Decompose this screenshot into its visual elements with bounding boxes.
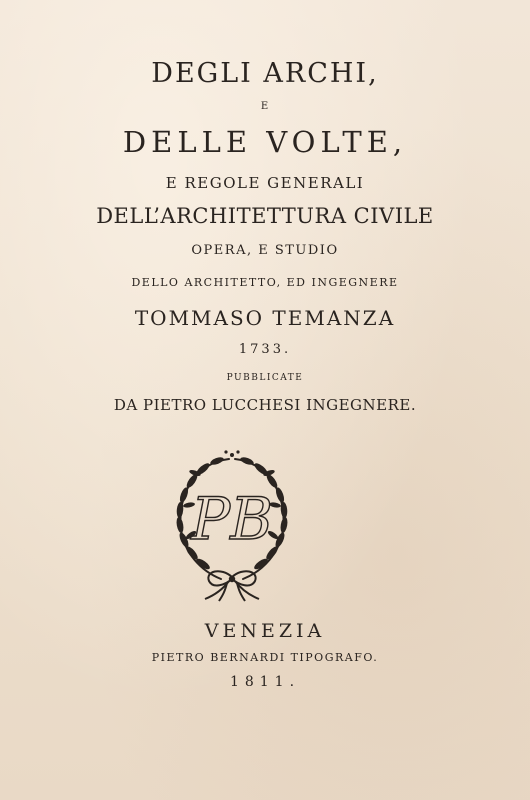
book-subtitle-line-1: E REGOLE GENERALI — [165, 174, 365, 192]
author-name: TOMMASO TEMANZA — [134, 306, 396, 330]
imprint-year: 1811. — [229, 674, 301, 690]
book-title-line-2: DELLE VOLTE, — [122, 125, 408, 159]
monogram-text: PB — [191, 485, 273, 553]
book-title-line-1: DEGLI ARCHI, — [151, 58, 379, 89]
published-label: PUBBLICATE — [226, 373, 304, 383]
author-role: DELLO ARCHITETTO, ED INGEGNERE — [131, 276, 399, 289]
imprint-city: VENEZIA — [204, 620, 326, 642]
laurel-wreath-monogram-icon — [165, 443, 300, 603]
composition-year: 1733. — [238, 342, 292, 357]
book-title-conjunction: E — [260, 101, 270, 112]
imprint-printer: PIETRO BERNARDI TIPOGRAFO. — [151, 651, 379, 664]
work-description: OPERA, E STUDIO — [191, 243, 339, 258]
editor-name: DA PIETRO LUCCHESI INGEGNERE. — [113, 396, 417, 414]
book-subtitle-line-2: DELL’ARCHITETTURA CIVILE — [96, 204, 434, 228]
